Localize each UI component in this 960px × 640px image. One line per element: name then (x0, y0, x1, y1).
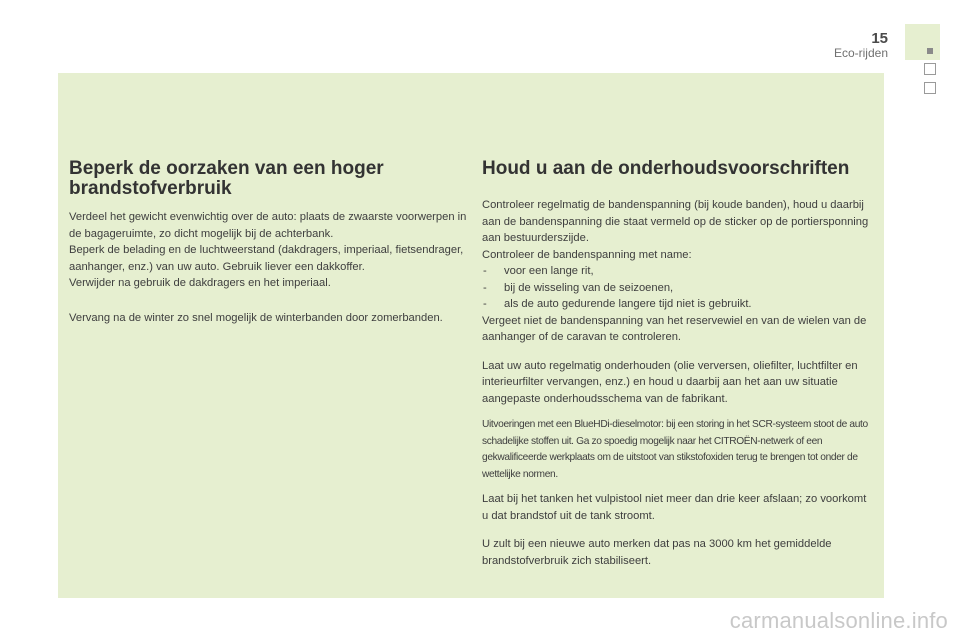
content-panel (58, 73, 884, 598)
filled-square-icon (927, 48, 933, 54)
right-paragraph-1: Controleer regelmatig de bandenspanning (bij koude banden), houd u daarbij aan de bandenspanning die staat vermeld op de sticker op de portiersponning aan bestuurderszijde. (482, 199, 869, 244)
right-paragraph-3: Vergeet niet de bandenspanning van het reservewiel en van de wielen van de aanhanger of de caravan te controleren. (482, 314, 867, 343)
nav-square-1[interactable] (924, 63, 936, 75)
right-paragraph-5: Laat bij het tanken het vulpistool niet meer dan drie keer afslaan; zo voorkomt u dat brandstof uit de tank stroomt. (482, 493, 867, 522)
right-column (482, 159, 874, 569)
watermark: carmanualsonline.info (729, 608, 948, 633)
right-paragraph-4: Laat uw auto regelmatig onderhouden (olie verversen, oliefilter, luchtfilter en interieurfilter vervangen, enz.) en houd u daarbij aan het aan uw situatie aangepaste onderhoudsschema van de fabrikant. (482, 359, 858, 405)
list-item: - als de auto gedurende langere tijd niet is gebruikt. (482, 296, 874, 313)
left-paragraph-1: Verdeel het gewicht evenwichtig over de auto: plaats de zwaarste voorwerpen in de bagageruimte, zo dicht mogelijk bij de achterbank. (69, 211, 467, 240)
left-heading (69, 159, 469, 199)
dieselmotor-note: Uitvoeringen met een BlueHDi-dieselmotor: bij een storing in het SCR-systeem stoot de auto schadelijke stoffen uit. Ga zo spoedig mogelijk naar het CITROËN-netwerk of een gekwalificeerde werkplaats om de uitstoot van stikstofoxiden terug te brengen tot onder de wettelijke normen. (482, 419, 868, 480)
list-item: - bij de wisseling van de seizoenen, (482, 280, 874, 297)
right-paragraph-6: U zult bij een nieuwe auto merken dat pas na 3000 km het gemiddelde brandstofverbruik zich stabiliseert. (482, 538, 832, 567)
chapter-tab[interactable] (905, 24, 940, 60)
left-paragraph-3: Verwijder na gebruik de dakdragers en het imperiaal. (69, 277, 331, 289)
check-list (482, 263, 874, 313)
right-paragraph-2: Controleer de bandenspanning met name: (482, 248, 692, 261)
left-heading-line2: brandstofverbruik (69, 178, 232, 199)
left-paragraph-4: Vervang na de winter zo snel mogelijk de winterbanden door zomerbanden. (69, 311, 443, 324)
page-number: 15 (871, 30, 888, 47)
left-heading-line1: Beperk de oorzaken van een hoger (69, 158, 384, 179)
left-paragraph-2: Beperk de belading en de luchtweerstand (dakdragers, imperiaal, fietsendrager, aanhanger, enz.) van uw auto. Gebruik liever een dakkoffer. (69, 244, 464, 273)
nav-square-2[interactable] (924, 82, 936, 94)
right-heading: Houd u aan de onderhoudsvoorschriften (482, 158, 850, 179)
left-column (69, 159, 469, 326)
list-item: - voor een lange rit, (482, 263, 874, 280)
chapter-title: Eco-rijden (833, 46, 888, 60)
